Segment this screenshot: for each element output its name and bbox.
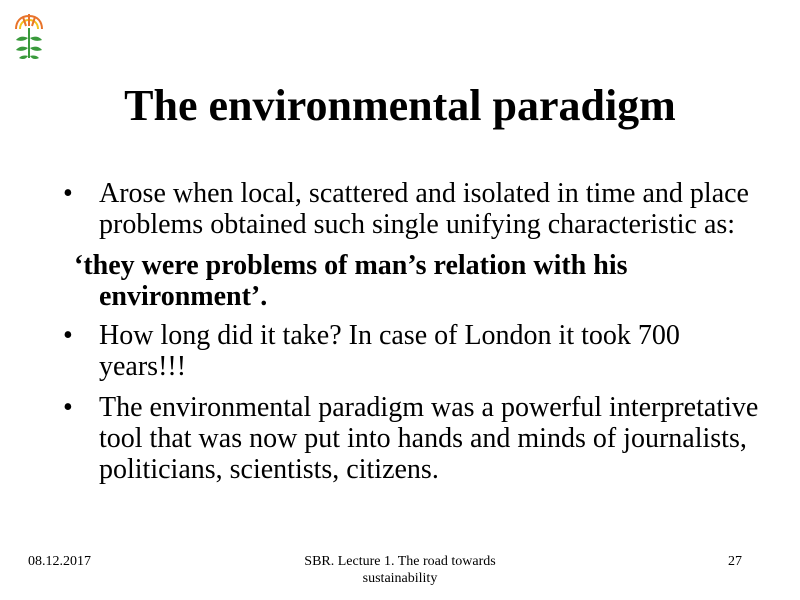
footer-lecture-title: SBR. Lecture 1. The road towards sustainability [304, 554, 496, 586]
bullet-dot: • [63, 392, 73, 423]
slide-content [60, 178, 760, 495]
bullet-item [60, 320, 760, 382]
footer-page-number: 27 [728, 554, 742, 569]
bullet-text: Arose when local, scattered and isolated in time and place problems obtained such single unifying characteristic as: [99, 178, 749, 240]
slide-title: The environmental paradigm [124, 81, 676, 130]
bullet-dot: • [63, 320, 73, 351]
bullet-text: How long did it take? In case of London it took 700 years!!! [99, 320, 680, 382]
sunflower-logo-icon [12, 12, 46, 64]
bullet-text: The environmental paradigm was a powerful interpretative tool that was now put into hands and minds of journalists, politicians, scientists, citizens. [99, 392, 759, 485]
footer-date: 08.12.2017 [28, 554, 91, 569]
bullet-item [60, 392, 760, 485]
emphasized-quote: ‘they were problems of man’s relation with his environment’. [74, 250, 628, 312]
bullet-dot: • [63, 178, 73, 209]
bullet-item [60, 178, 760, 240]
